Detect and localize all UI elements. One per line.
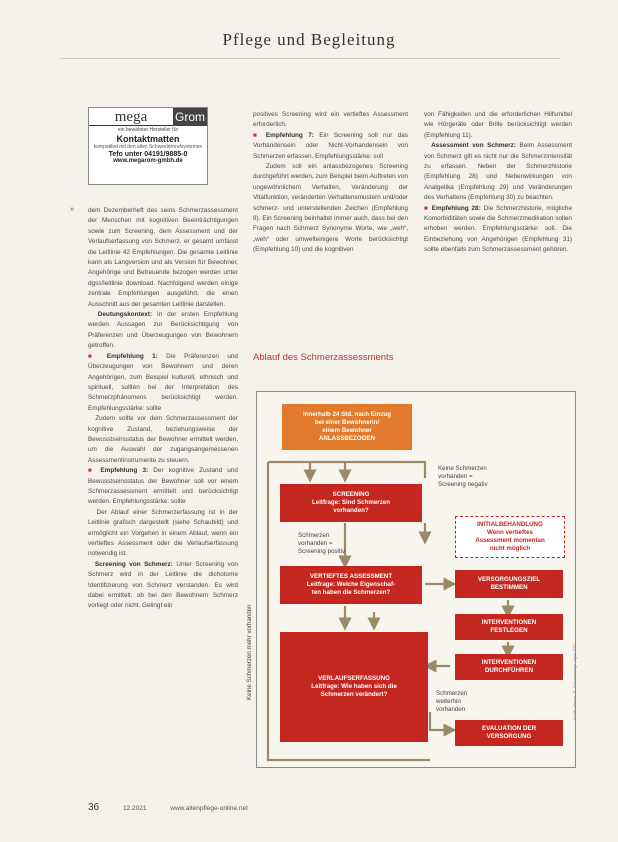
bullet-icon: ■ [88,467,101,475]
paragraph-text: Unter Screening von Schmerz wird in der Leitlinie die dichotome Identifizierung von Schmerz verstanden. Es wird dabei ermittelt, ob bei den Bewohnern Schmerz vorliegt oder nicht. Gelingt ein [88,560,238,610]
advert-telephone: Tefo unter 04191/9885-0 [108,151,188,158]
box-verlaufserfassung: VERLAUFSERFASSUNG Leitfrage: Wie haben sich die Schmerzen verändert? [280,632,428,742]
bullet-icon: ■ [253,131,266,139]
advert-subtitle: ein bewährter Hersteller für [117,127,179,133]
advert-headline: Kontaktmatten [116,134,180,144]
box-anlassbezogen: Innerhalb 24 Std. nach Einzug bei einer Bewohnerin/ einem Bewohner ANLASSBEZOGEN [282,404,412,450]
paragraph-text: Ein Screening soll nur das Vorhandensein oder Nicht-Vorhandensein von Schmerzen erfassen. Empfehlungsstärke: soll [253,131,408,160]
arrow-right [430,712,450,730]
page-footer [88,802,270,813]
paragraph: Der Ablauf einer Schmerzerfassung ist in der Leitlinie grafisch dargestellt (siehe Schaubild) und ermöglicht ein Vorgehen in einem Ablauf, wenn ein vertieftes Assessment oder die Verlaufserfassung notwendig ist. [88,508,238,558]
advert-web: www.megarom-gmbh.de [113,158,183,164]
issue-label: 12.2021 [122,805,147,812]
box-initialbehandlung: INITIALBEHANDLUNG Wenn vertieftes Assessment momentan nicht möglich [455,516,565,558]
continuation-arrow-icon: » [70,206,74,213]
paragraph-lead: Screening von Schmerz: [94,560,173,568]
paragraph-lead: Assessment von Schmerz: [431,142,516,150]
box-versorgungsziel: VERSORGUNGSZIEL BESTIMMEN [455,570,563,598]
box-interventionen-durchfuehren: INTERVENTIONEN DURCHFÜHREN [455,654,563,680]
label-schmerzen-vorhanden: Schmerzen vorhanden = Screening positiv [298,532,346,555]
paragraph: dem Dezemberheft des seins Schmerzassessment der Menschen mit kognitiven Beeinträchtigungen sowie zum Screening, dem Assessment und der Verlaufserfassung von Schmerz, er gesamt umfasst die Leitlinie 42 Empfehlungen. Die gesamte Leitlinie kann als Langversion und als Version für Bewohner, Angehörige und Betreuende bezogen werden unter dgss/leitlinie download. Nachfolgend werden einige zentrale Empfehlungen ausgeführt, die einen Ausschnitt aus der gesamten Leitlinie darstellen. [88,207,238,308]
footer-web-link[interactable]: www.altenpflege-online.net [170,805,248,812]
box-evaluation: EVALUATION DER VERSORGUNG [455,720,563,746]
label-vertical-keine-schmerzen: Keine Schmerzen mehr vorhanden [246,604,253,700]
paragraph: positives Screening wird ein vertieftes Assessment erforderlich. [253,111,408,129]
advert-logo-left: mega [89,108,173,126]
label-keine-schmerzen: Keine Schmerzen vorhanden = Screening negativ [438,465,488,488]
paragraph-lead: Empfehlung 28: [431,204,481,212]
paragraph-text: Die Schmerzhistorie, mögliche Komorbiditäten sowie die Schmerzmedikation sollen erhoben werden. Empfehlungsstärke: soll. Die Einbeziehung von Angehörigen (Empfehlung 31) sollte ebenfalls zum Schmerzassessment gehören. [424,204,572,254]
paragraph: von Fähigkeiten und die erforderlichen Hilfsmittel wie Hörgeräte oder Brille berücksichtigt werden (Empfehlung 11). [424,111,572,139]
advert-logo-right: Grom [175,110,205,124]
bullet-icon: ■ [424,204,432,212]
box-interventionen-festlegen: INTERVENTIONEN FESTLEGEN [455,614,563,640]
connector-top [268,462,425,478]
box-screening: SCREENING Leitfrage: Sind Schmerzen vorhanden? [280,484,422,522]
paragraph-lead: Deutungskontext: [97,311,153,319]
diagram-title: Ablauf des Schmerzassessments [253,352,394,363]
paragraph-lead: Empfehlung 7: [265,131,314,139]
paragraph-text: In der ersten Empfehlung werden Aussagen zur Berücksichtigung von Präferenzen und Überzeugungen von Bewohnern getroffen. [88,311,238,350]
page-title: Pflege und Begleitung [222,30,396,49]
bullet-icon: ■ [88,352,107,360]
page-number: 36 [88,802,100,813]
box-vertieftes-assessment: VERTIEFTES ASSESSMENT Leitfrage: Welche Eigenschaf- ten haben die Schmerzen? [280,566,422,604]
paragraph-text: Die Präferenzen und Überzeugungen von Bewohnern und deren Angehörigen, zum Beispiel kulturell, ethnisch und spirituell, sollten bei der Interpretation des Schmerzphänomens berücksichtigt werden. Empfehlungsstärke: sollte [88,352,238,412]
graphic-credit: Grafik: Hesse, R. Schmerzfrage, dgss 2021 [572,642,577,720]
paragraph: Zudem sollte vor dem Schmerzassessment der kognitive Zustand, beziehungsweise der Bewusstseinsstatus der Bewohner ermittelt werden, um die Auswahl der zugangsangemessenen Assessmentinstrumente zu steuern. [88,415,238,464]
paragraph: Zudem soll ein anlassbezogenes Screening durchgeführt werden, zum Beispiel beim Auftreten von ungewöhnlichem Verhalten, Veränderung der Vitalfunktion, veränderten Verhaltensmustern und/oder schmerz- und unterstellenden Zeichen (Empfehlung 8). Ein Screening beinhaltet immer auch, dass bei den Fragen nach Schmerz Synonyme Worte, wie „weh“, „weh“ oder umwelteinigere Worte berücksichtigt (Empfehlung 10) und die kognitiven [253,163,408,254]
paragraph-lead: Empfehlung 3: [100,467,149,475]
paragraph-text: Der kognitive Zustand und Bewusstseinsstatus der Bewohner soll vor einem Schmerzassessment ermittelt und berücksichtigt werden. Empfehlungsstärke: sollte [88,467,238,506]
advert-small: kompatibel mit den allen Schwesternrufsystemen [93,144,203,150]
paragraph-text: Beim Assessment von Schmerz gilt es nicht nur die Schmerzintensität zu erfassen. Neben der Schmerzhistorie (Empfehlung 28) und Nebenwirkungen von Analgetika (Empfehlung 29) und Veränderungen des Verhaltens (Empfehlung 30) zu beachten. [424,142,572,202]
label-schmerzen-weiterhin: Schmerzen weiterhin vorhanden [436,690,468,713]
paragraph-lead: Empfehlung 1: [106,352,158,360]
